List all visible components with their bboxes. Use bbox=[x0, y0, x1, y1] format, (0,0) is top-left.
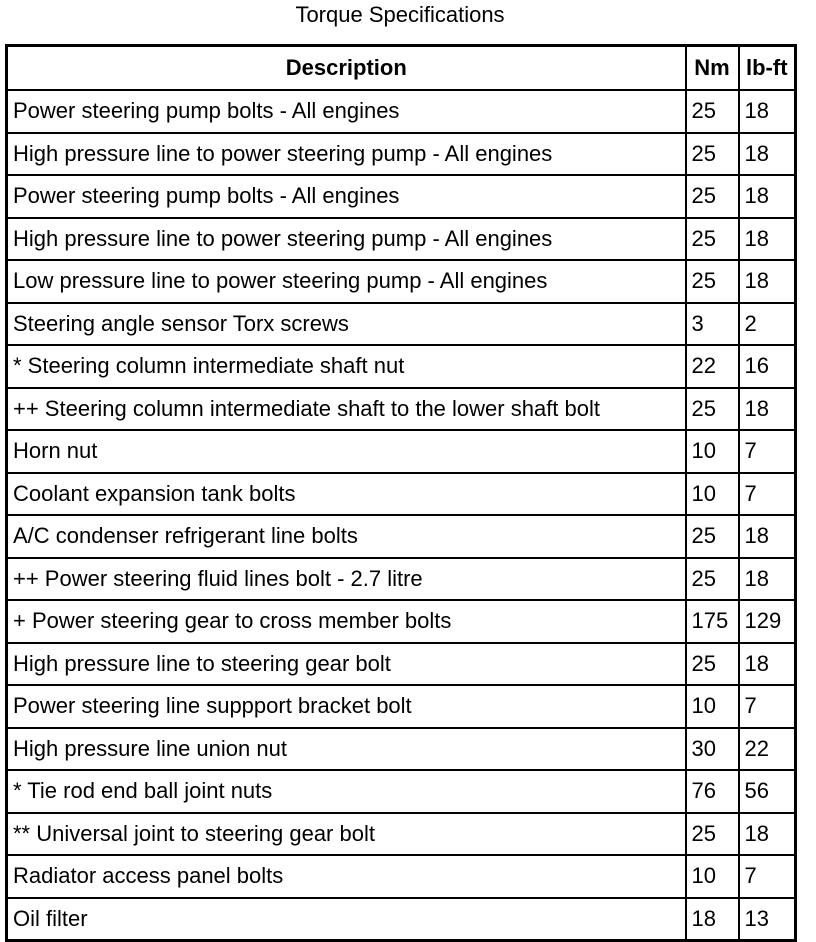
cell-description: Low pressure line to power steering pump - All engines bbox=[7, 260, 686, 303]
cell-nm: 25 bbox=[686, 388, 739, 431]
cell-lbft: 18 bbox=[739, 218, 796, 261]
cell-description: High pressure line to steering gear bolt bbox=[7, 643, 686, 686]
cell-lbft: 18 bbox=[739, 260, 796, 303]
table-row bbox=[7, 600, 796, 643]
cell-nm: 25 bbox=[686, 90, 739, 133]
cell-description: Horn nut bbox=[7, 430, 686, 473]
cell-description: High pressure line to power steering pump - All engines bbox=[7, 133, 686, 176]
table-header-row bbox=[7, 46, 796, 91]
cell-description: Power steering line suppport bracket bolt bbox=[7, 685, 686, 728]
table-row bbox=[7, 813, 796, 856]
cell-lbft: 18 bbox=[739, 515, 796, 558]
table-row bbox=[7, 558, 796, 601]
page-title: Torque Specifications bbox=[295, 2, 505, 27]
cell-nm: 25 bbox=[686, 260, 739, 303]
cell-description: ** Universal joint to steering gear bolt bbox=[7, 813, 686, 856]
cell-nm: 10 bbox=[686, 430, 739, 473]
table-row bbox=[7, 855, 796, 898]
cell-nm: 25 bbox=[686, 643, 739, 686]
cell-nm: 22 bbox=[686, 345, 739, 388]
cell-lbft: 18 bbox=[739, 813, 796, 856]
cell-nm: 25 bbox=[686, 133, 739, 176]
cell-description: A/C condenser refrigerant line bolts bbox=[7, 515, 686, 558]
table-row bbox=[7, 90, 796, 133]
header-description: Description bbox=[7, 46, 686, 91]
cell-description: Power steering pump bolts - All engines bbox=[7, 90, 686, 133]
table-row bbox=[7, 770, 796, 813]
table-row bbox=[7, 260, 796, 303]
cell-lbft: 18 bbox=[739, 643, 796, 686]
cell-nm: 10 bbox=[686, 685, 739, 728]
cell-nm: 3 bbox=[686, 303, 739, 346]
cell-nm: 25 bbox=[686, 175, 739, 218]
header-nm: Nm bbox=[686, 46, 739, 91]
cell-lbft: 18 bbox=[739, 175, 796, 218]
table-row bbox=[7, 388, 796, 431]
cell-lbft: 7 bbox=[739, 855, 796, 898]
cell-lbft: 18 bbox=[739, 558, 796, 601]
cell-lbft: 16 bbox=[739, 345, 796, 388]
cell-description: Radiator access panel bolts bbox=[7, 855, 686, 898]
cell-description: ++ Steering column intermediate shaft to the lower shaft bolt bbox=[7, 388, 686, 431]
cell-nm: 25 bbox=[686, 218, 739, 261]
cell-lbft: 18 bbox=[739, 90, 796, 133]
cell-description: ++ Power steering fluid lines bolt - 2.7 litre bbox=[7, 558, 686, 601]
table-row bbox=[7, 473, 796, 516]
cell-lbft: 7 bbox=[739, 685, 796, 728]
cell-nm: 18 bbox=[686, 898, 739, 941]
cell-nm: 175 bbox=[686, 600, 739, 643]
table-row bbox=[7, 303, 796, 346]
cell-lbft: 129 bbox=[739, 600, 796, 643]
table-row bbox=[7, 133, 796, 176]
cell-nm: 76 bbox=[686, 770, 739, 813]
cell-lbft: 22 bbox=[739, 728, 796, 771]
cell-lbft: 7 bbox=[739, 473, 796, 516]
cell-nm: 25 bbox=[686, 813, 739, 856]
cell-lbft: 56 bbox=[739, 770, 796, 813]
table-row bbox=[7, 685, 796, 728]
cell-lbft: 7 bbox=[739, 430, 796, 473]
cell-description: * Tie rod end ball joint nuts bbox=[7, 770, 686, 813]
cell-lbft: 18 bbox=[739, 388, 796, 431]
cell-nm: 25 bbox=[686, 558, 739, 601]
header-lbft: lb-ft bbox=[739, 46, 796, 91]
cell-description: Coolant expansion tank bolts bbox=[7, 473, 686, 516]
cell-lbft: 2 bbox=[739, 303, 796, 346]
cell-description: High pressure line to power steering pump - All engines bbox=[7, 218, 686, 261]
table-row bbox=[7, 515, 796, 558]
cell-description: + Power steering gear to cross member bolts bbox=[7, 600, 686, 643]
cell-nm: 25 bbox=[686, 515, 739, 558]
cell-description: High pressure line union nut bbox=[7, 728, 686, 771]
table-row bbox=[7, 345, 796, 388]
cell-description: Power steering pump bolts - All engines bbox=[7, 175, 686, 218]
table-body bbox=[7, 90, 796, 941]
cell-nm: 30 bbox=[686, 728, 739, 771]
cell-nm: 10 bbox=[686, 855, 739, 898]
table-row bbox=[7, 218, 796, 261]
cell-nm: 10 bbox=[686, 473, 739, 516]
cell-description: * Steering column intermediate shaft nut bbox=[7, 345, 686, 388]
cell-description: Oil filter bbox=[7, 898, 686, 941]
table-row bbox=[7, 898, 796, 941]
cell-description: Steering angle sensor Torx screws bbox=[7, 303, 686, 346]
table-row bbox=[7, 430, 796, 473]
torque-specifications-table bbox=[5, 44, 797, 942]
cell-lbft: 13 bbox=[739, 898, 796, 941]
table-row bbox=[7, 643, 796, 686]
table-row bbox=[7, 175, 796, 218]
table-row bbox=[7, 728, 796, 771]
cell-lbft: 18 bbox=[739, 133, 796, 176]
